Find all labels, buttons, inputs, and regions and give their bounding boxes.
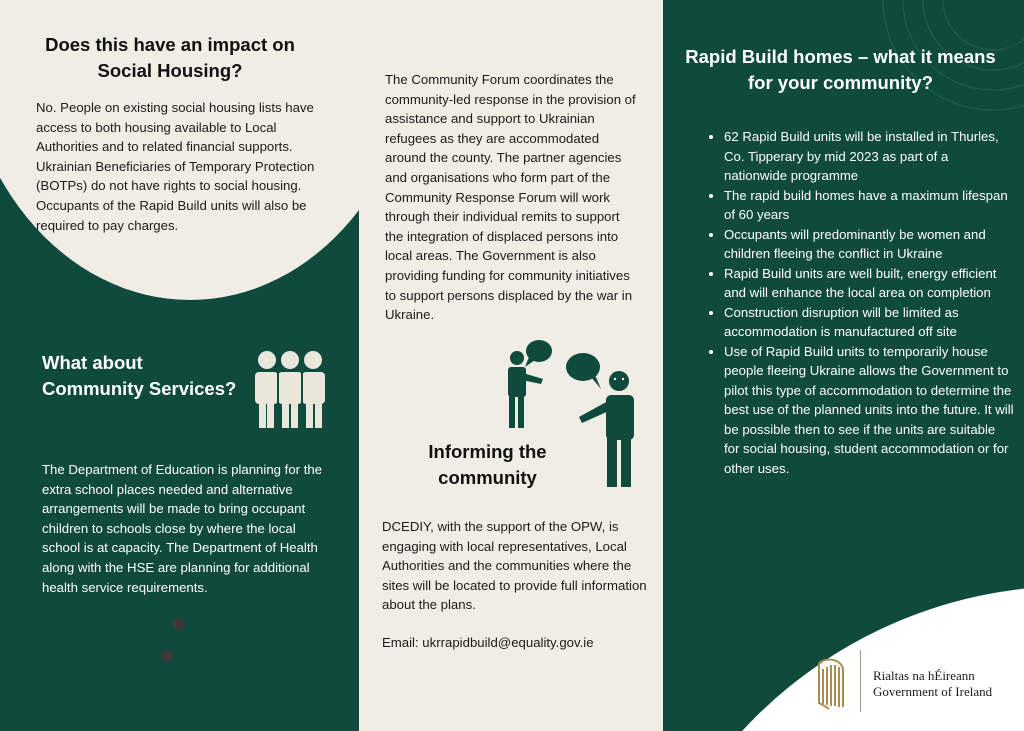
- people-group-icon: [253, 348, 328, 430]
- list-item: • Rapid Build units are well built, energy efficient and will enhance the local area on completion: [724, 264, 1014, 303]
- decorative-dot: [161, 650, 173, 662]
- harp-icon: [813, 655, 849, 711]
- rapid-build-title-line2: for your community?: [747, 72, 933, 93]
- services-body: The Department of Education is planning for the extra school places needed and alternative arrangements will be made to bring occupant children to schools close by where the local school is at capacity. The Department of Health along with the HSE are planning for additional health service requirements.: [42, 462, 323, 595]
- decorative-dot: [173, 618, 185, 630]
- impact-title-line2: Social Housing?: [97, 60, 243, 81]
- informing-body: DCEDIY, with the support of the OPW, is engaging with local representatives, Local Authorities and the communities where the sites will be located to provide full information about the plans.: [382, 519, 647, 613]
- impact-title: [20, 32, 320, 84]
- impact-title-line1: Does this have an impact on: [45, 34, 295, 55]
- list-item: • 62 Rapid Build units will be installed in Thurles, Co. Tipperary by mid 2023 as part of a nationwide programme: [724, 127, 1014, 186]
- contact-email[interactable]: Email: ukrrapidbuild@equality.gov.ie: [382, 635, 594, 650]
- rapid-build-bullet-list: [707, 127, 1014, 478]
- forum-body: The Community Forum coordinates the community-led response in the provision of assistance and support to Ukrainian refugees as they are accommodated around the county. The partner agencies and organisations who form part of the Community Response Forum will work through their individual remits to support the integration of displaced persons into local areas. The Government is also providing funding for community initiatives to support persons displaced by the war in Ukraine.: [385, 72, 636, 323]
- list-item: • Use of Rapid Build units to temporarily house people fleeing Ukraine allows the Government to pilot this type of accommodation to determine the best use of the planned units into the future. It will be possible then to see if the units are suitable for social housing, student accommodation or for other uses.: [724, 342, 1014, 479]
- logo-english-text: Government of Ireland: [873, 684, 993, 699]
- informing-title-line2: community: [438, 467, 537, 488]
- list-item: • Construction disruption will be limited as accommodation is manufactured off site: [724, 303, 1014, 342]
- impact-body: No. People on existing social housing lists have access to both housing available to Local Authorities and to related financial supports. Ukrainian Beneficiaries of Temporary Protection (BOTPs) do not have rights to social housing. Occupants of the Rapid Build units will also be required to pay charges.: [36, 100, 315, 233]
- informing-title-line1: Informing the: [428, 441, 547, 462]
- list-item: • The rapid build homes have a maximum lifespan of 60 years: [724, 186, 1014, 225]
- list-item: • Occupants will predominantly be women and children fleeing the conflict in Ukraine: [724, 225, 1014, 264]
- logo-divider: [860, 650, 861, 712]
- services-title-line1: What about: [42, 352, 143, 373]
- informing-title: [410, 439, 565, 491]
- rapid-build-title-line1: Rapid Build homes – what it means: [685, 46, 996, 67]
- services-title-line2: Community Services?: [42, 378, 237, 399]
- rapid-build-title: [668, 44, 1013, 96]
- services-title: [42, 350, 262, 402]
- logo-irish-text: Rialtas na hÉireann: [873, 668, 975, 683]
